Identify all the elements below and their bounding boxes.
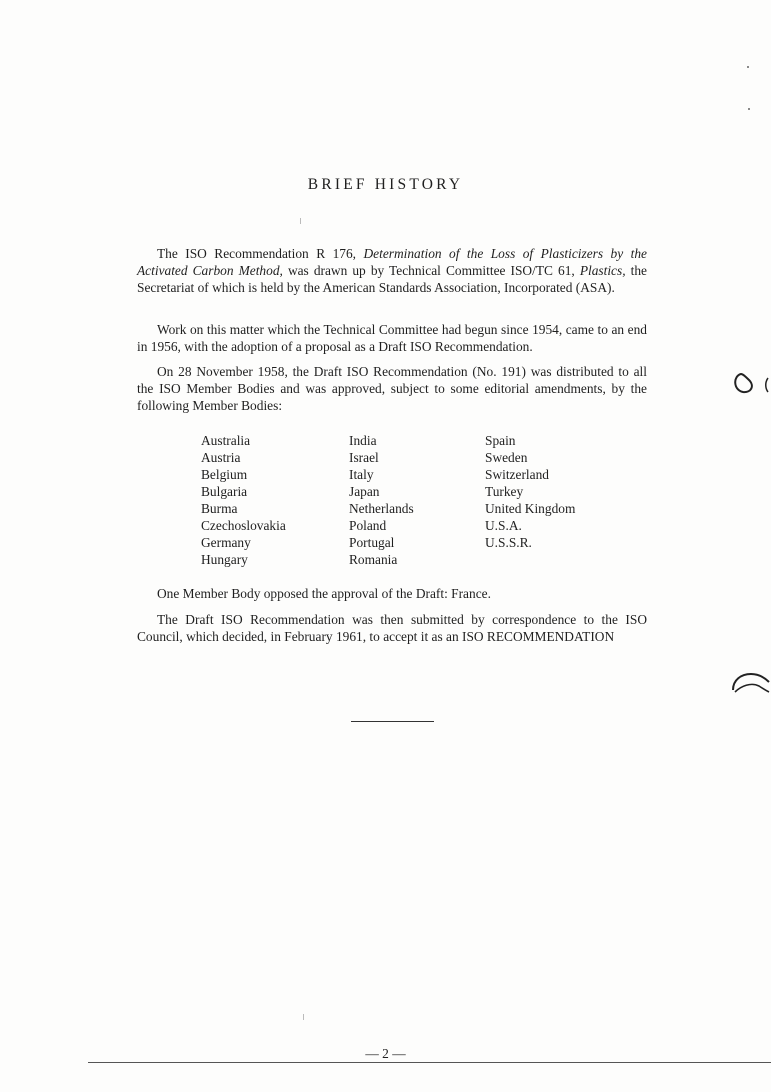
member-body: India — [349, 433, 377, 448]
member-body: Sweden — [485, 450, 528, 465]
member-body: U.S.S.R. — [485, 535, 532, 550]
paragraph-5 — [137, 612, 647, 646]
member-body: Portugal — [349, 535, 395, 550]
member-body: Switzerland — [485, 467, 549, 482]
member-body: Turkey — [485, 484, 524, 499]
paragraph-4-text: One Member Body opposed the approval of the Draft: France. — [157, 586, 491, 601]
binding-hole-mark-icon — [729, 664, 771, 698]
paragraph-1-plastics-italic: Plastics, — [579, 262, 626, 278]
paragraph-1-text-a: The ISO Recommendation R 176, — [157, 246, 364, 261]
member-body: Japan — [349, 484, 380, 499]
scan-bottom-edge — [88, 1062, 771, 1063]
member-body: Spain — [485, 433, 516, 448]
member-column-2 — [349, 432, 414, 568]
member-column-3 — [485, 432, 575, 551]
paragraph-5-text: The Draft ISO Recommendation was then submitted by correspondence to the ISO Council, which decided, in February 1961, to accept it as an ISO RECOMMENDATION — [137, 612, 647, 644]
member-body: Hungary — [201, 552, 248, 567]
member-body: Romania — [349, 552, 398, 567]
member-body: Poland — [349, 518, 387, 533]
member-body: Czechoslovakia — [201, 518, 286, 533]
scan-speck — [303, 1014, 304, 1020]
member-body: Austria — [201, 450, 241, 465]
member-body: Israel — [349, 450, 379, 465]
paragraph-3 — [137, 364, 647, 414]
member-body: Germany — [201, 535, 251, 550]
paragraph-3-text: On 28 November 1958, the Draft ISO Recommendation (No. 191) was distributed to all the ISO Member Bodies and was approved, subject to some editorial amendments, by the following Member Bodies: — [137, 364, 647, 413]
member-body: Burma — [201, 501, 238, 516]
scan-speck — [300, 218, 301, 224]
member-body: U.S.A. — [485, 518, 522, 533]
member-body: Netherlands — [349, 501, 414, 516]
member-body: Australia — [201, 433, 251, 448]
paragraph-1-text-c: the Secretariat of which is held by the American Standards Association, Incorporated (ASA). — [137, 262, 647, 295]
paragraph-1 — [137, 246, 647, 296]
paragraph-2-text: Work on this matter which the Technical Committee had begun since 1954, came to an end in 1956, with the adoption of a proposal as a Draft ISO Recommendation. — [137, 322, 647, 354]
section-divider — [351, 721, 434, 722]
paragraph-1-text-b: was drawn up by Technical Committee ISO/TC 61, — [282, 262, 580, 278]
member-column-1 — [201, 432, 286, 568]
page-number: — 2 — — [365, 1046, 406, 1061]
member-body: Belgium — [201, 467, 248, 482]
paragraph-4 — [137, 586, 647, 603]
member-body: Italy — [349, 467, 374, 482]
member-body: United Kingdom — [485, 501, 576, 516]
paragraph-2 — [137, 322, 647, 356]
scan-speck — [748, 108, 750, 110]
paragraph-1-title-italic: Determination of the Loss of Plasticizers by the Activated Carbon Method, — [137, 246, 647, 278]
page-title: BRIEF HISTORY — [307, 176, 464, 193]
scan-speck — [747, 66, 749, 68]
binding-hole-mark-icon — [731, 368, 771, 398]
member-body: Bulgaria — [201, 484, 248, 499]
